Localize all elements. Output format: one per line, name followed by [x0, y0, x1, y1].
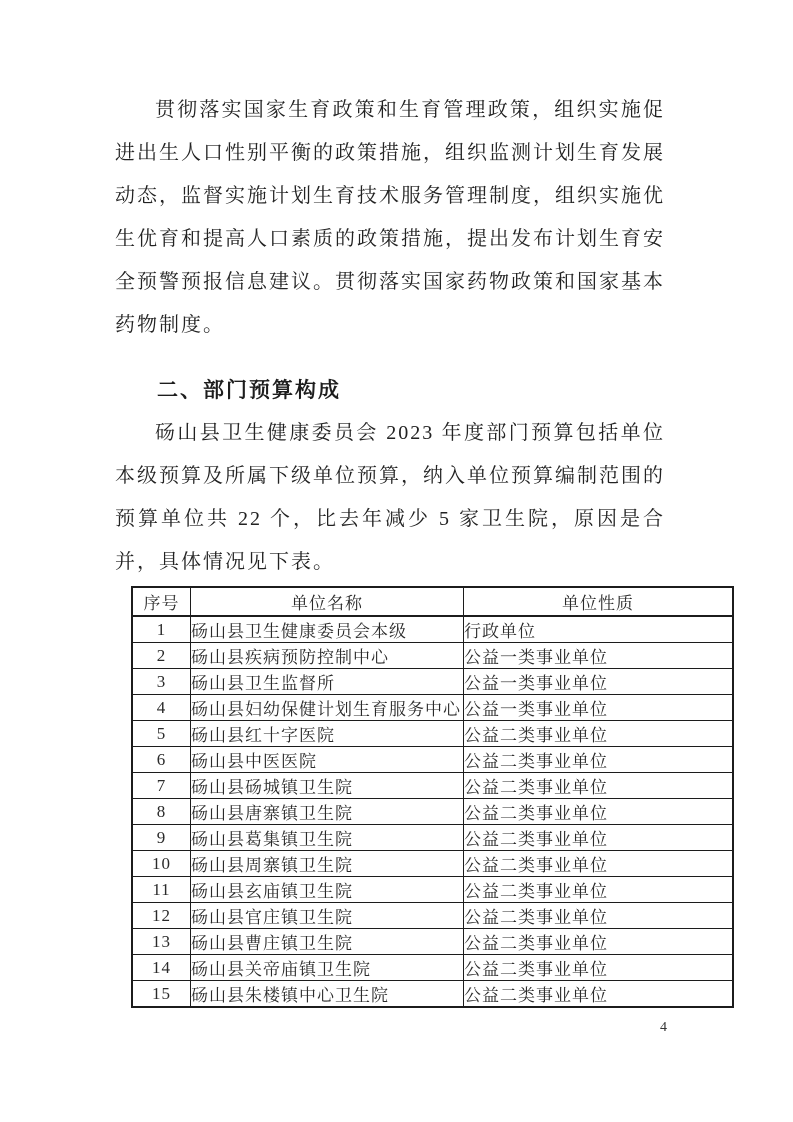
cell-unit-nature: 公益二类事业单位: [464, 747, 734, 773]
cell-unit-name: 砀山县葛集镇卫生院: [191, 825, 464, 851]
cell-serial-number: 5: [132, 721, 191, 747]
cell-unit-name: 砀山县妇幼保健计划生育服务中心: [191, 695, 464, 721]
table-row: [132, 747, 733, 773]
cell-serial-number: 14: [132, 955, 191, 981]
cell-unit-nature: 公益一类事业单位: [464, 669, 734, 695]
table-header-row: [132, 587, 733, 616]
table-row: [132, 955, 733, 981]
table-row: [132, 903, 733, 929]
table-row: [132, 616, 733, 643]
cell-unit-name: 砀山县朱楼镇中心卫生院: [191, 981, 464, 1008]
table-row: [132, 643, 733, 669]
table-row: [132, 981, 733, 1008]
table-body: [132, 616, 733, 1007]
budget-composition-paragraph: 砀山县卫生健康委员会 2023 年度部门预算包括单位本级预算及所属下级单位预算，纳入单位预算编制范围的预算单位共 22 个，比去年减少 5 家卫生院，原因是合并，具体情况见下表。: [115, 422, 665, 573]
cell-unit-name: 砀山县曹庄镇卫生院: [191, 929, 464, 955]
cell-unit-name: 砀山县中医医院: [191, 747, 464, 773]
cell-unit-nature: 公益一类事业单位: [464, 695, 734, 721]
table-row: [132, 695, 733, 721]
cell-serial-number: 10: [132, 851, 191, 877]
cell-unit-nature: 公益二类事业单位: [464, 721, 734, 747]
cell-unit-nature: 行政单位: [464, 616, 734, 643]
table-row: [132, 721, 733, 747]
cell-unit-nature: 公益一类事业单位: [464, 643, 734, 669]
intro-paragraph: 贯彻落实国家生育政策和生育管理政策，组织实施促进出生人口性别平衡的政策措施，组织监测计划生育发展动态，监督实施计划生育技术服务管理制度，组织实施优生优育和提高人口素质的政策措施，提出发布计划生育安全预警预报信息建议。贯彻落实国家药物政策和国家基本药物制度。: [115, 99, 665, 336]
cell-unit-nature: 公益二类事业单位: [464, 903, 734, 929]
cell-unit-nature: 公益二类事业单位: [464, 981, 734, 1008]
section-heading: 二、部门预算构成: [157, 378, 341, 402]
cell-unit-name: 砀山县玄庙镇卫生院: [191, 877, 464, 903]
budget-units-table: [131, 586, 734, 1008]
table-row: [132, 669, 733, 695]
cell-unit-nature: 公益二类事业单位: [464, 877, 734, 903]
cell-unit-name: 砀山县疾病预防控制中心: [191, 643, 464, 669]
cell-serial-number: 8: [132, 799, 191, 825]
cell-unit-name: 砀山县卫生监督所: [191, 669, 464, 695]
cell-unit-nature: 公益二类事业单位: [464, 851, 734, 877]
cell-unit-name: 砀山县官庄镇卫生院: [191, 903, 464, 929]
cell-serial-number: 6: [132, 747, 191, 773]
cell-unit-nature: 公益二类事业单位: [464, 799, 734, 825]
header-serial-number: 序号: [132, 587, 191, 616]
page-number: 4: [660, 1020, 667, 1035]
cell-serial-number: 1: [132, 616, 191, 643]
cell-serial-number: 7: [132, 773, 191, 799]
table-row: [132, 773, 733, 799]
table-row: [132, 851, 733, 877]
cell-unit-nature: 公益二类事业单位: [464, 773, 734, 799]
cell-serial-number: 13: [132, 929, 191, 955]
cell-serial-number: 15: [132, 981, 191, 1008]
cell-unit-name: 砀山县红十字医院: [191, 721, 464, 747]
cell-unit-nature: 公益二类事业单位: [464, 929, 734, 955]
cell-unit-nature: 公益二类事业单位: [464, 955, 734, 981]
cell-unit-name: 砀山县砀城镇卫生院: [191, 773, 464, 799]
table-row: [132, 799, 733, 825]
cell-serial-number: 11: [132, 877, 191, 903]
cell-unit-name: 砀山县关帝庙镇卫生院: [191, 955, 464, 981]
cell-serial-number: 2: [132, 643, 191, 669]
cell-serial-number: 3: [132, 669, 191, 695]
header-unit-name: 单位名称: [191, 587, 464, 616]
table-row: [132, 877, 733, 903]
cell-unit-name: 砀山县卫生健康委员会本级: [191, 616, 464, 643]
cell-unit-name: 砀山县唐寨镇卫生院: [191, 799, 464, 825]
header-unit-nature: 单位性质: [464, 587, 734, 616]
table-row: [132, 825, 733, 851]
cell-serial-number: 9: [132, 825, 191, 851]
table-row: [132, 929, 733, 955]
cell-unit-name: 砀山县周寨镇卫生院: [191, 851, 464, 877]
cell-serial-number: 4: [132, 695, 191, 721]
cell-unit-nature: 公益二类事业单位: [464, 825, 734, 851]
cell-serial-number: 12: [132, 903, 191, 929]
